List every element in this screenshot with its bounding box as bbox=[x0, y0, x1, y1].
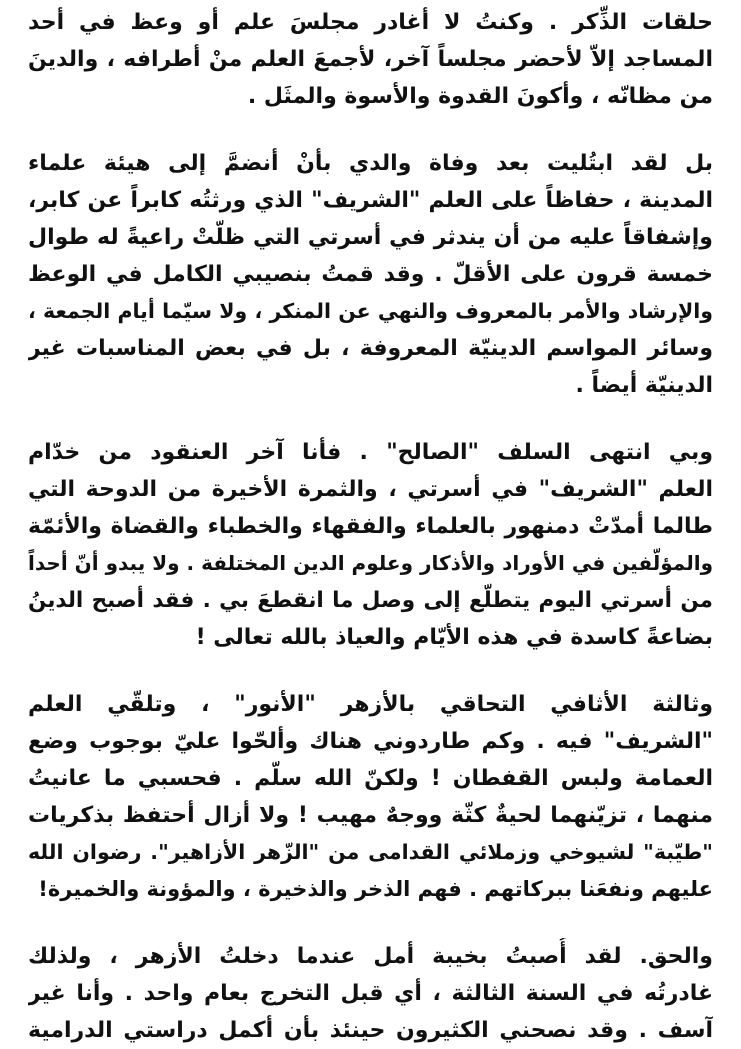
text-line: الدينيّة أيضاً . bbox=[575, 373, 713, 398]
text-line: وسائر المواسم الدينيّة المعروفة ، بل في بعض المناسبات غير bbox=[28, 336, 713, 361]
text-line: من أسرتي اليوم يتطلّع إلى وصل ما انقطعَ بي . فقد أصبح الدينُ bbox=[28, 588, 713, 613]
text-line: والمؤلّفين في الأوراد والأذكار وعلوم الدين المختلفة . ولا يبدو أنّ أحداً bbox=[28, 551, 713, 575]
text-line: غادرتُه في السنة الثالثة ، أي قبل التخرج بعام واحد . وأنا غير bbox=[28, 981, 713, 1006]
text-line: من مظانّه ، وأكونَ القدوة والأسوة والمثَل . bbox=[247, 84, 713, 109]
text-line: بضاعةً كاسدة في هذه الأيّام والعياذ بالله تعالى ! bbox=[195, 625, 713, 650]
paragraph-2 bbox=[28, 145, 713, 404]
text-line: عليهم ونفعَنا ببركاتهم . فهم الذخر والذخيرة ، والمؤونة والخميرة! bbox=[38, 877, 713, 901]
text-line: "الشريف" فيه . وكم طاردوني هناك وألحّوا عليّ بوجوب وضع bbox=[28, 729, 713, 754]
paragraph-3 bbox=[28, 434, 713, 656]
text-line: والحق. لقد أُصبتُ بخيبة أمل عندما دخلتُ الأزهر ، ولذلك bbox=[28, 944, 713, 969]
paragraph-1 bbox=[28, 4, 713, 115]
text-line: آسف . وقد نصحني الكثيرون حينئذ بأن أكمل دراستي الدرامية bbox=[28, 1018, 713, 1043]
text-line: وبي انتهى السلف "الصالح" . فأنا آخر العنقود من خدّام bbox=[28, 440, 713, 465]
text-line: العلم "الشريف" في أسرتي ، والثمرة الأخيرة من الدوحة التي bbox=[28, 477, 713, 502]
text-line: "طيّبة" لشيوخي وزملائي القدامى من "الزّهر الأزاهير". رضوان الله bbox=[28, 840, 713, 864]
text-line: طالما أمدّتْ دمنهور بالعلماء والفقهاء والخطباء والقضاة والأئمّة bbox=[28, 514, 713, 539]
paragraph-4 bbox=[28, 686, 713, 908]
text-line: المدينة ، حفاظاً على العلم "الشريف" الذي ورثتُه كابراً عن كابر، bbox=[28, 188, 713, 213]
text-line: بل لقد ابتُليت بعد وفاة والدي بأنْ أنضمَّ إلى هيئة علماء bbox=[28, 151, 713, 176]
text-line: وإشفاقاً عليه من أن يندثر في أسرتي التي ظلّتْ راعيةً له طوال bbox=[28, 225, 713, 250]
text-line: خمسة قرون على الأقلّ . وقد قمتُ بنصيبي الكامل في الوعظ bbox=[28, 262, 713, 287]
text-line: حلقات الذِّكر . وكنتُ لا أغادر مجلسَ علم أو وعظ في أحد bbox=[28, 10, 713, 35]
text-line: والإرشاد والأمر بالمعروف والنهي عن المنكر ، ولا سيّما أيام الجمعة ، bbox=[28, 299, 713, 323]
text-line: وثالثة الأثافي التحاقي بالأزهر "الأنور" ، وتلقّي العلم bbox=[28, 692, 713, 717]
text-line: المساجد إلاّ لأحضر مجلساً آخر، لأجمعَ العلم منْ أطرافه ، والدينَ bbox=[28, 47, 713, 72]
text-line: منهما ، تزيّنهما لحيةٌ كثّة ووجهٌ مهيب ! ولا أزال أحتفظ بذكريات bbox=[28, 803, 713, 828]
text-line: العمامة ولبس القفطان ! ولكنّ الله سلّم . فحسبي ما عانيتُ bbox=[28, 766, 713, 791]
paragraph-5 bbox=[28, 938, 713, 1049]
